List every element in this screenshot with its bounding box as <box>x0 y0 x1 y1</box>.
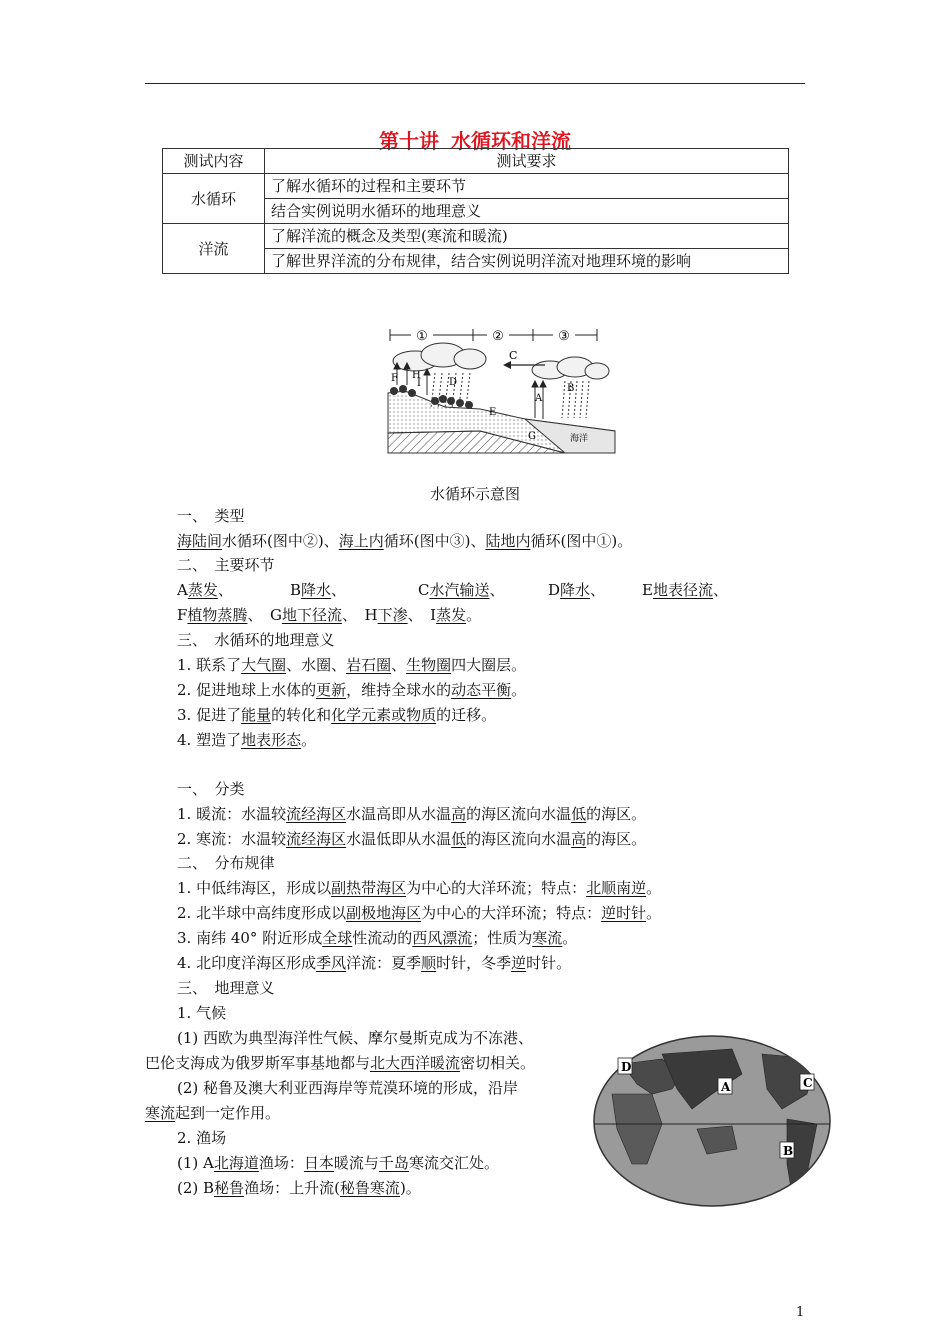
section-heading: 二、 主要环节 <box>177 556 275 574</box>
section-heading: 二、 分布规律 <box>177 854 275 872</box>
subheading: 2. 渔场 <box>177 1129 227 1147</box>
section-heading: 一、 分类 <box>177 780 245 798</box>
title-topic: 水循环和洋流 <box>451 129 571 153</box>
label-b: B <box>567 383 575 394</box>
figure-caption: 水循环示意图 <box>429 485 520 503</box>
label-g: G <box>528 431 536 442</box>
text-line: (1) 西欧为典型海洋性气候、摩尔曼斯克成为不冻港、 <box>177 1029 534 1047</box>
text-line: 3. 南纬 40° 附近形成全球性流动的西风漂流；性质为寒流。 <box>177 929 578 947</box>
section-heading: 三、 水循环的地理意义 <box>177 631 335 649</box>
table-topic-cell: 水循环 <box>163 174 265 224</box>
text-line: 巴伦支海成为俄罗斯军事基地都与北大西洋暖流密切相关。 <box>145 1054 536 1072</box>
label-c: C <box>509 349 518 362</box>
text-line: (1) A北海道渔场：日本暖流与千岛寒流交汇处。 <box>177 1154 499 1172</box>
text-line: 4. 北印度洋海区形成季风洋流：夏季顺时针，冬季逆时针。 <box>177 954 572 972</box>
text-line: 3. 促进了能量的转化和化学元素或物质的迁移。 <box>177 706 497 724</box>
text-line: A蒸发、 <box>177 581 233 599</box>
section-heading: 三、 地理意义 <box>177 979 275 997</box>
table-row <box>163 149 789 174</box>
map-label-b: B <box>783 1144 794 1158</box>
map-label-a: A <box>721 1080 731 1094</box>
label-f: F <box>391 373 398 384</box>
ocean-label: 海洋 <box>570 434 589 444</box>
label-h: H <box>412 370 421 381</box>
section-heading: 一、 类型 <box>177 507 245 525</box>
text-line: B降水、 <box>290 581 347 599</box>
requirements-table <box>162 148 789 274</box>
zone-1-label: ① <box>416 329 428 344</box>
water-cycle-diagram <box>385 323 625 463</box>
text-line: 2. 北半球中高纬度形成以副极地海区为中心的大洋环流；特点：逆时针。 <box>177 904 662 922</box>
table-topic-cell: 洋流 <box>163 224 265 274</box>
text-line: 寒流起到一定作用。 <box>145 1104 281 1122</box>
text-line: 2. 促进地球上水体的更新，维持全球水的动态平衡。 <box>177 681 527 699</box>
page-number: 1 <box>796 1305 805 1320</box>
table-cell: 结合实例说明水循环的地理意义 <box>265 199 789 224</box>
table-header-cell: 测试要求 <box>265 149 789 174</box>
zone-2-label: ② <box>492 329 504 344</box>
text-line: 4. 塑造了地表形态。 <box>177 731 317 749</box>
cloud-right-icon <box>532 357 609 379</box>
label-e: E <box>489 407 497 418</box>
text-line: (2) B秘鲁渔场：上升流(秘鲁寒流)。 <box>177 1179 421 1197</box>
text-line: C水汽输送、 <box>418 581 505 599</box>
text-line: 1. 联系了大气圈、水圈、岩石圈、生物圈四大圈层。 <box>177 656 527 674</box>
label-i: I <box>417 378 421 389</box>
table-row <box>163 174 789 199</box>
table-cell: 了解水循环的过程和主要环节 <box>265 174 789 199</box>
text-line: 1. 暖流：水温较流经海区水温高即从水温高的海区流向水温低的海区。 <box>177 805 647 823</box>
title-lesson: 第十讲 <box>379 129 439 153</box>
text-line: 海陆间水循环(图中②)、海上内循环(图中③)、陆地内循环(图中①)。 <box>177 532 633 550</box>
label-d: D <box>449 377 458 388</box>
table-row <box>163 224 789 249</box>
text-line: 2. 寒流：水温较流经海区水温低即从水温低的海区流向水温高的海区。 <box>177 830 647 848</box>
text-line: E地表径流、 <box>642 581 728 599</box>
table-header-cell: 测试内容 <box>163 149 265 174</box>
table-cell: 了解世界洋流的分布规律，结合实例说明洋流对地理环境的影响 <box>265 249 789 274</box>
table-cell: 了解洋流的概念及类型(寒流和暖流) <box>265 224 789 249</box>
map-label-d: D <box>621 1060 632 1074</box>
header-rule <box>145 83 805 84</box>
subheading: 1. 气候 <box>177 1004 227 1022</box>
zone-3-label: ③ <box>558 329 570 344</box>
label-a: A <box>535 393 543 404</box>
text-line: D降水、 <box>548 581 606 599</box>
text-line: F植物蒸腾、 G地下径流、 H下渗、 I蒸发。 <box>177 606 482 624</box>
map-label-c: C <box>803 1076 813 1090</box>
text-line: 1. 中低纬海区，形成以副热带海区为中心的大洋环流；特点：北顺南逆。 <box>177 879 662 897</box>
world-fishing-map <box>592 1034 832 1209</box>
text-line: (2) 秘鲁及澳大利亚西海岸等荒漠环境的形成，沿岸 <box>177 1079 519 1097</box>
